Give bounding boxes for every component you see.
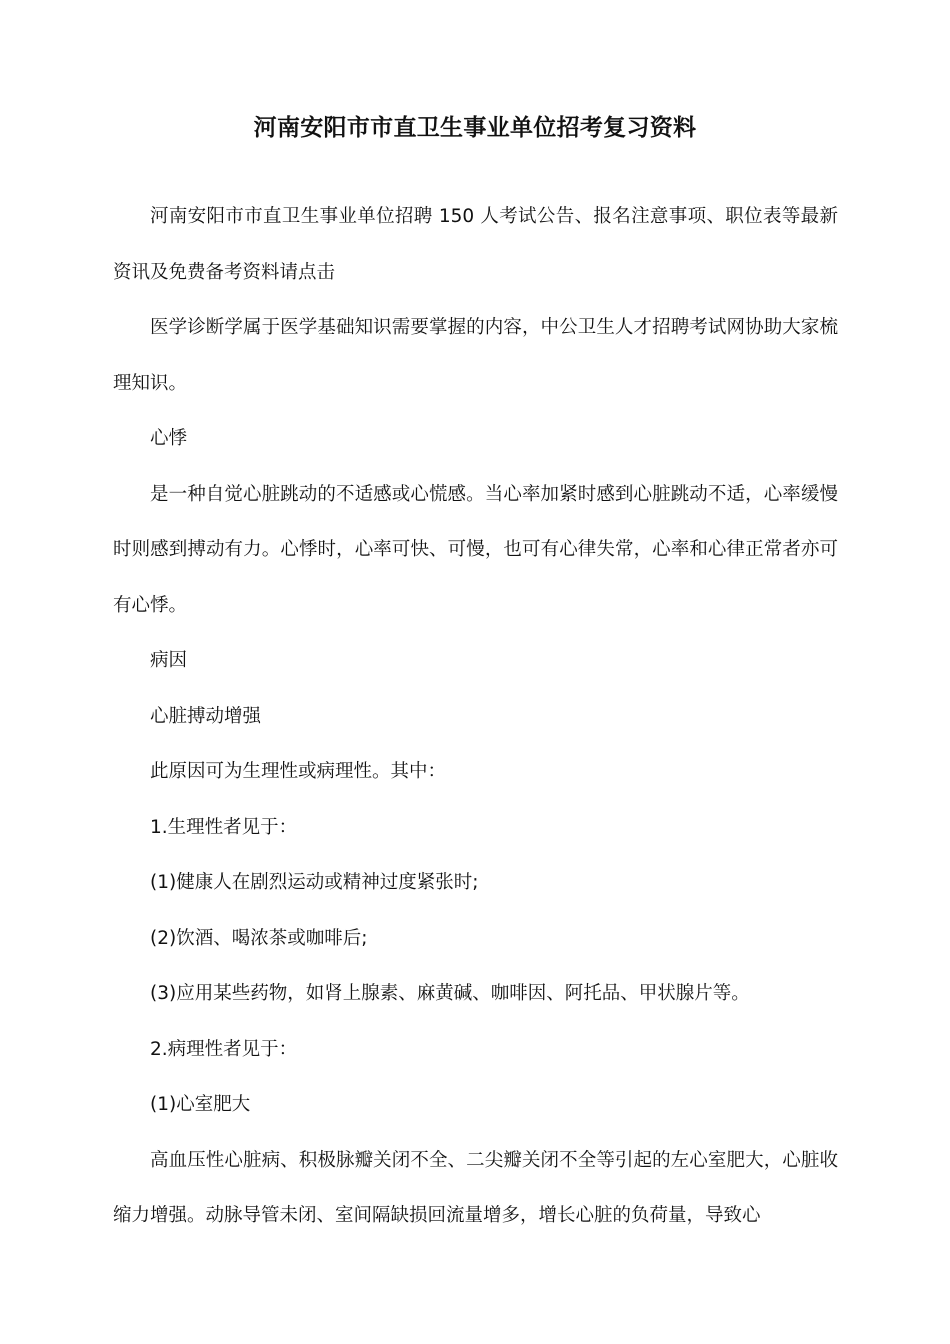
paragraph-ventricular: 高血压性心脏病、积极脉瓣关闭不全、二尖瓣关闭不全等引起的左心室肥大，心脏收缩力增强。动脉导管未闭、室间隔缺损回流量增多，增长心脏的负荷量，导致心 <box>113 1149 838 1226</box>
list-heading-pathological: 2.病理性者见于： <box>150 1038 298 1060</box>
heading-enhanced-beat: 心脏搏动增强 <box>150 705 262 727</box>
document-title: 河南安阳市市直卫生事业单位招考复习资料 <box>253 115 697 141</box>
list-item: (1)健康人在剧烈运动或精神过度紧张时; <box>150 872 479 893</box>
document-body <box>113 189 838 1244</box>
heading-palpitation: 心悸 <box>150 428 188 449</box>
list-heading-physiological: 1.生理性者见于： <box>150 816 298 838</box>
paragraph-description: 医学诊断学属于医学基础知识需要掌握的内容，中公卫生人才招聘考试网协助大家梳理知识。 <box>113 317 838 394</box>
paragraph-intro: 河南安阳市市直卫生事业单位招聘 150 人考试公告、报名注意事项、职位表等最新资讯及免费备考资料请点击 <box>113 206 838 283</box>
paragraph-definition: 是一种自觉心脏跳动的不适感或心慌感。当心率加紧时感到心脏跳动不适，心率缓慢时则感到搏动有力。心悸时，心率可快、可慢，也可有心律失常，心率和心律正常者亦可有心悸。 <box>113 483 838 616</box>
list-item: (2)饮酒、喝浓茶或咖啡后; <box>150 927 368 949</box>
paragraph-cause: 此原因可为生理性或病理性。其中： <box>150 761 447 782</box>
list-item: (3)应用某些药物，如肾上腺素、麻黄碱、咖啡因、阿托品、甲状腺片等。 <box>150 983 750 1004</box>
list-item: (1)心室肥大 <box>150 1094 251 1115</box>
heading-etiology: 病因 <box>150 650 188 671</box>
